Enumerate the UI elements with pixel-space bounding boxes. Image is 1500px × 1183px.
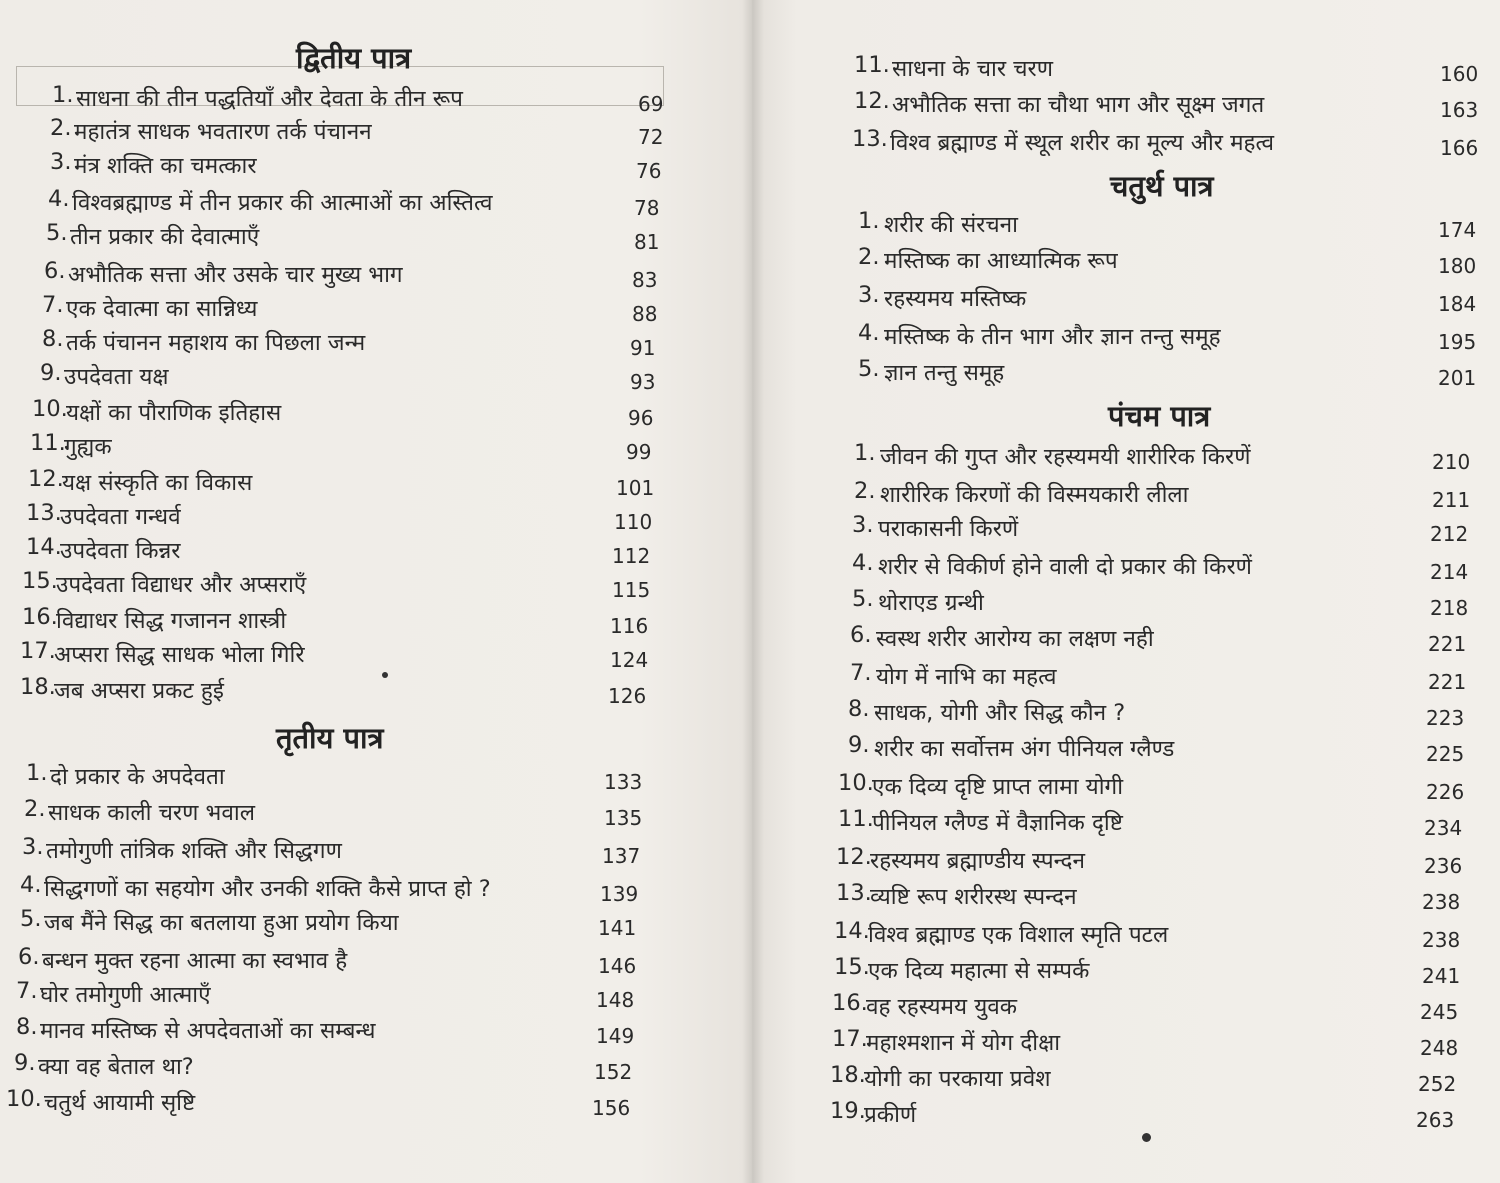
entry-title: योगी का परकाया प्रवेश: [864, 1066, 1051, 1092]
toc-entry: [854, 440, 1472, 474]
toc-entry: [20, 906, 638, 940]
toc-entry: [40, 360, 670, 394]
entry-title: शारीरिक किरणों की विस्मयकारी लीला: [880, 482, 1189, 508]
entry-title: मस्तिष्क का आध्यात्मिक रूप: [884, 248, 1118, 274]
toc-entry: [854, 478, 1472, 512]
entry-page-number: 126: [608, 684, 647, 708]
toc-entry: [28, 466, 656, 500]
toc-entry: [26, 534, 652, 568]
entry-title: शरीर की संरचना: [884, 212, 1018, 238]
entry-number: 12.: [28, 466, 64, 492]
entry-title: व्यष्टि रूप शरीरस्थ स्पन्दन: [870, 884, 1077, 910]
entry-title: थोराएड ग्रन्थी: [878, 590, 984, 616]
entry-page-number: 96: [628, 406, 654, 430]
entry-page-number: 91: [630, 336, 656, 360]
entry-number: 6.: [44, 258, 66, 284]
entry-page-number: 141: [598, 916, 637, 940]
entry-page-number: 135: [604, 806, 643, 830]
toc-entry: [850, 622, 1468, 656]
entry-page-number: 238: [1422, 928, 1461, 952]
entry-title: पराकासनी किरणें: [878, 516, 1019, 542]
entry-title: महातंत्र साधक भवतारण तर्क पंचानन: [74, 119, 372, 145]
entry-title: उपदेवता यक्ष: [64, 364, 169, 390]
entry-number: 2.: [24, 796, 46, 822]
entry-page-number: 112: [612, 544, 651, 568]
entry-title: सिद्धगणों का सहयोग और उनकी शक्ति कैसे प्राप्त हो ?: [44, 876, 491, 902]
entry-number: 8.: [16, 1014, 38, 1040]
entry-number: 11.: [838, 806, 874, 832]
entry-title: उपदेवता विद्याधर और अप्सराएँ: [56, 572, 307, 598]
entry-title: घोर तमोगुणी आत्माएँ: [40, 982, 211, 1008]
entry-number: 17.: [832, 1026, 868, 1052]
entry-title: रहस्यमय मस्तिष्क: [884, 286, 1027, 312]
entry-page-number: 221: [1428, 670, 1467, 694]
entry-page-number: 234: [1424, 816, 1463, 840]
toc-entry: [834, 954, 1462, 988]
entry-page-number: 163: [1440, 98, 1479, 122]
toc-entry: [26, 500, 654, 534]
entry-number: 15.: [834, 954, 870, 980]
toc-entry: [22, 834, 642, 868]
entry-page-number: 174: [1438, 218, 1477, 242]
toc-entry: [852, 550, 1470, 584]
entry-page-number: 212: [1430, 522, 1469, 546]
toc-entry: [20, 674, 648, 708]
toc-entry: [850, 660, 1468, 694]
entry-page-number: 211: [1432, 488, 1471, 512]
toc-entry: [48, 186, 674, 220]
entry-title: अभौतिक सत्ता और उसके चार मुख्य भाग: [68, 262, 403, 288]
entry-number: 1.: [26, 760, 48, 786]
entry-page-number: 210: [1432, 450, 1471, 474]
toc-entry: [50, 149, 676, 183]
right-page: [752, 0, 1500, 1183]
toc-entry: [852, 586, 1470, 620]
entry-number: 11.: [854, 52, 890, 78]
entry-page-number: 236: [1424, 854, 1463, 878]
entry-page-number: 263: [1416, 1108, 1455, 1132]
entry-title: रहस्यमय ब्रह्माण्डीय स्पन्दन: [870, 848, 1085, 874]
entry-page-number: 76: [636, 159, 662, 183]
entry-page-number: 238: [1422, 890, 1461, 914]
entry-page-number: 115: [612, 578, 651, 602]
entry-page-number: 214: [1430, 560, 1469, 584]
entry-title: विश्व ब्रह्माण्ड में स्थूल शरीर का मूल्य और महत्व: [890, 130, 1274, 156]
entry-number: 12.: [854, 88, 890, 114]
toc-entry: [848, 732, 1466, 766]
entry-number: 18.: [830, 1062, 866, 1088]
entry-page-number: 226: [1426, 780, 1465, 804]
toc-entry: [16, 1014, 636, 1048]
toc-entry: [832, 990, 1460, 1024]
entry-number: 10.: [6, 1086, 42, 1112]
entry-number: 7.: [850, 660, 872, 686]
toc-entry: [42, 292, 672, 326]
entry-title: यक्ष संस्कृति का विकास: [62, 470, 253, 496]
ink-dot: [1142, 1133, 1151, 1142]
toc-entry: [858, 320, 1478, 354]
entry-title: प्रकीर्ण: [864, 1102, 917, 1128]
entry-page-number: 81: [634, 230, 660, 254]
entry-number: 4.: [858, 320, 880, 346]
toc-entry: [838, 770, 1466, 804]
entry-page-number: 146: [598, 954, 637, 978]
toc-entry: [22, 604, 650, 638]
entry-page-number: 218: [1430, 596, 1469, 620]
entry-page-number: 72: [638, 125, 664, 149]
entry-page-number: 116: [610, 614, 649, 638]
toc-entry: [46, 220, 674, 254]
entry-number: 9.: [40, 360, 62, 386]
entry-number: 8.: [848, 696, 870, 722]
entry-number: 4.: [48, 186, 70, 212]
toc-entry: [52, 82, 678, 116]
entry-title: स्वस्थ शरीर आरोग्य का लक्षण नही: [876, 626, 1154, 652]
book-gutter: [742, 0, 764, 1183]
entry-page-number: 180: [1438, 254, 1477, 278]
entry-title: तमोगुणी तांत्रिक शक्ति और सिद्धगण: [46, 838, 342, 864]
toc-entry: [838, 806, 1464, 840]
toc-entry: [6, 1086, 632, 1120]
toc-entry: [24, 796, 644, 830]
entry-number: 4.: [852, 550, 874, 576]
entry-number: 5.: [852, 586, 874, 612]
toc-entry: [44, 258, 672, 292]
entry-page-number: 139: [600, 882, 639, 906]
entry-number: 2.: [858, 244, 880, 270]
toc-entry: [848, 696, 1466, 730]
entry-page-number: 152: [594, 1060, 633, 1084]
entry-page-number: 101: [616, 476, 655, 500]
entry-page-number: 110: [614, 510, 653, 534]
entry-number: 15.: [22, 568, 58, 594]
entry-number: 19.: [830, 1098, 866, 1124]
entry-page-number: 93: [630, 370, 656, 394]
entry-title: उपदेवता गन्धर्व: [60, 504, 181, 530]
entry-page-number: 156: [592, 1096, 631, 1120]
entry-number: 9.: [848, 732, 870, 758]
entry-page-number: 166: [1440, 136, 1479, 160]
toc-entry: [50, 115, 678, 149]
toc-entry: [14, 1050, 634, 1084]
toc-entry: [30, 430, 666, 464]
entry-page-number: 223: [1426, 706, 1465, 730]
section-title-pancham: पंचम पात्र: [1108, 399, 1211, 433]
toc-entry: [20, 872, 640, 906]
entry-title: वह रहस्यमय युवक: [866, 994, 1018, 1020]
toc-entry: [858, 244, 1478, 278]
entry-title: एक दिव्य महात्मा से सम्पर्क: [868, 958, 1090, 984]
entry-number: 17.: [20, 638, 56, 664]
entry-title: एक देवात्मा का सान्निध्य: [66, 296, 258, 322]
entry-title: जीवन की गुप्त और रहस्यमयी शारीरिक किरणें: [880, 444, 1251, 470]
entry-number: 3.: [22, 834, 44, 860]
entry-page-number: 148: [596, 988, 635, 1012]
entry-page-number: 184: [1438, 292, 1477, 316]
entry-page-number: 245: [1420, 1000, 1459, 1024]
entry-number: 13.: [26, 500, 62, 526]
entry-number: 1.: [858, 208, 880, 234]
toc-entry: [832, 1026, 1460, 1060]
entry-page-number: 69: [638, 92, 664, 116]
entry-number: 2.: [854, 478, 876, 504]
entry-title: शरीर से विकीर्ण होने वाली दो प्रकार की किरणें: [878, 554, 1252, 580]
entry-title: साधना के चार चरण: [892, 56, 1054, 82]
entry-page-number: 241: [1422, 964, 1461, 988]
entry-page-number: 221: [1428, 632, 1467, 656]
section-title-chaturth: चतुर्थ पात्र: [1110, 169, 1214, 203]
entry-number: 18.: [20, 674, 56, 700]
toc-entry: [852, 126, 1480, 160]
toc-entry: [858, 208, 1478, 242]
entry-number: 13.: [836, 880, 872, 906]
entry-title: ज्ञान तन्तु समूह: [884, 360, 1005, 386]
entry-page-number: 83: [632, 268, 658, 292]
entry-number: 11.: [30, 430, 66, 456]
entry-title: विश्वब्रह्माण्ड में तीन प्रकार की आत्माओं का अस्तित्व: [72, 190, 493, 216]
entry-page-number: 248: [1420, 1036, 1459, 1060]
toc-entry: [18, 944, 638, 978]
entry-title: जब अप्सरा प्रकट हुई: [54, 678, 224, 704]
toc-entry: [26, 760, 644, 794]
entry-number: 7.: [16, 978, 38, 1004]
entry-page-number: 137: [602, 844, 641, 868]
entry-page-number: 160: [1440, 62, 1479, 86]
entry-title: विद्याधर सिद्ध गजानन शास्त्री: [56, 608, 287, 634]
entry-title: गुह्यक: [64, 434, 112, 460]
entry-number: 9.: [14, 1050, 36, 1076]
toc-entry: [854, 52, 1480, 86]
toc-entry: [836, 880, 1462, 914]
entry-title: एक दिव्य दृष्टि प्राप्त लामा योगी: [872, 774, 1124, 800]
entry-number: 10.: [32, 396, 68, 422]
entry-page-number: 124: [610, 648, 649, 672]
toc-entry: [32, 396, 668, 430]
entry-title: मंत्र शक्ति का चमत्कार: [74, 153, 257, 179]
toc-entry: [836, 844, 1464, 878]
entry-title: अभौतिक सत्ता का चौथा भाग और सूक्ष्म जगत: [892, 92, 1265, 118]
entry-number: 12.: [836, 844, 872, 870]
entry-title: चतुर्थ आयामी सृष्टि: [44, 1090, 196, 1116]
entry-number: 2.: [50, 115, 72, 141]
toc-entry: [20, 638, 650, 672]
entry-page-number: 252: [1418, 1072, 1457, 1096]
entry-number: 6.: [18, 944, 40, 970]
entry-title: विश्व ब्रह्माण्ड एक विशाल स्मृति पटल: [868, 922, 1169, 948]
entry-title: बन्धन मुक्त रहना आत्मा का स्वभाव है: [42, 948, 348, 974]
entry-number: 4.: [20, 872, 42, 898]
toc-entry: [22, 568, 652, 602]
entry-number: 7.: [42, 292, 64, 318]
entry-number: 3.: [852, 512, 874, 538]
entry-page-number: 99: [626, 440, 652, 464]
entry-title: यक्षों का पौराणिक इतिहास: [66, 400, 282, 426]
toc-entry: [858, 282, 1478, 316]
entry-number: 13.: [852, 126, 888, 152]
toc-entry: [854, 88, 1480, 122]
entry-title: दो प्रकार के अपदेवता: [50, 764, 225, 790]
entry-title: महाश्मशान में योग दीक्षा: [866, 1030, 1061, 1056]
entry-page-number: 133: [604, 770, 643, 794]
entry-number: 14.: [834, 918, 870, 944]
entry-number: 5.: [20, 906, 42, 932]
toc-entry: [16, 978, 636, 1012]
entry-title: उपदेवता किन्नर: [60, 538, 181, 564]
entry-page-number: 78: [634, 196, 660, 220]
entry-number: 14.: [26, 534, 62, 560]
toc-entry: [852, 512, 1470, 546]
entry-title: क्या वह बेताल था?: [38, 1054, 194, 1080]
entry-title: तीन प्रकार की देवात्माएँ: [70, 224, 260, 250]
toc-entry: [830, 1062, 1458, 1096]
entry-number: 3.: [50, 149, 72, 175]
entry-title: साधक काली चरण भवाल: [48, 800, 255, 826]
entry-number: 5.: [858, 356, 880, 382]
entry-page-number: 225: [1426, 742, 1465, 766]
entry-title: साधना की तीन पद्धतियाँ और देवता के तीन रूप: [76, 86, 463, 112]
entry-page-number: 195: [1438, 330, 1477, 354]
entry-title: अप्सरा सिद्ध साधक भोला गिरि: [54, 642, 305, 668]
entry-number: 8.: [42, 326, 64, 352]
entry-number: 1.: [52, 82, 74, 108]
toc-entry: [42, 326, 670, 360]
entry-title: मानव मस्तिष्क से अपदेवताओं का सम्बन्ध: [40, 1018, 376, 1044]
entry-number: 6.: [850, 622, 872, 648]
entry-number: 3.: [858, 282, 880, 308]
entry-number: 10.: [838, 770, 874, 796]
entry-number: 5.: [46, 220, 68, 246]
entry-title: जब मैंने सिद्ध का बतलाया हुआ प्रयोग किया: [44, 910, 399, 936]
entry-title: साधक, योगी और सिद्ध कौन ?: [874, 700, 1126, 726]
toc-entry: [858, 356, 1478, 390]
entry-number: 16.: [832, 990, 868, 1016]
entry-title: तर्क पंचानन महाशय का पिछला जन्म: [66, 330, 366, 356]
entry-page-number: 88: [632, 302, 658, 326]
section-title-dwitiya: द्वितीय पात्र: [296, 41, 412, 75]
entry-title: पीनियल ग्लैण्ड में वैज्ञानिक दृष्टि: [872, 810, 1123, 836]
section-title-tritiya: तृतीय पात्र: [276, 721, 384, 755]
entry-title: मस्तिष्क के तीन भाग और ज्ञान तन्तु समूह: [884, 324, 1221, 350]
toc-entry: [830, 1098, 1456, 1132]
entry-title: योग में नाभि का महत्व: [876, 664, 1057, 690]
entry-number: 16.: [22, 604, 58, 630]
entry-page-number: 201: [1438, 366, 1477, 390]
toc-entry: [834, 918, 1462, 952]
entry-title: शरीर का सर्वोत्तम अंग पीनियल ग्लैण्ड: [874, 736, 1175, 762]
ink-dot: [382, 672, 388, 678]
entry-page-number: 149: [596, 1024, 635, 1048]
entry-number: 1.: [854, 440, 876, 466]
